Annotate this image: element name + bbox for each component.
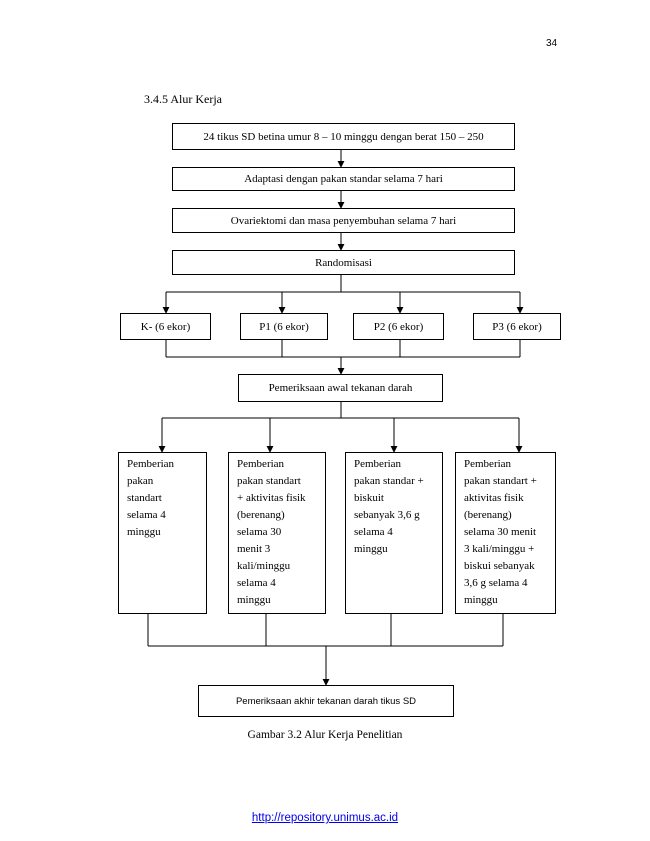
group-p3-box: P3 (6 ekor)	[473, 313, 561, 340]
start-box: 24 tikus SD betina umur 8 – 10 minggu dengan berat 150 – 250	[172, 123, 515, 150]
adaptation-box: Adaptasi dengan pakan standar selama 7 hari	[172, 167, 515, 191]
treatment-p3-box: Pemberian pakan standart + aktivitas fisik (berenang) selama 30 menit 3 kali/minggu + biskui sebanyak 3,6 g selama 4 minggu	[455, 452, 556, 614]
final-check-box: Pemeriksaan akhir tekanan darah tikus SD	[198, 685, 454, 717]
repository-link[interactable]: http://repository.unimus.ac.id	[251, 812, 399, 824]
surgery-box: Ovariektomi dan masa penyembuhan selama 7 hari	[172, 208, 515, 233]
section-heading: 3.4.5 Alur Kerja	[144, 92, 222, 106]
group-p2-box: P2 (6 ekor)	[353, 313, 444, 340]
group-k-minus-box: K- (6 ekor)	[120, 313, 211, 340]
treatment-k-minus-box: Pemberian pakan standart selama 4 minggu	[118, 452, 207, 614]
group-p1-box: P1 (6 ekor)	[240, 313, 328, 340]
treatment-p2-box: Pemberian pakan standar + biskuit sebanyak 3,6 g selama 4 minggu	[345, 452, 443, 614]
initial-check-box: Pemeriksaan awal tekanan darah	[238, 374, 443, 402]
randomization-box: Randomisasi	[172, 250, 515, 275]
page-number: 34	[546, 38, 558, 49]
figure-caption: Gambar 3.2 Alur Kerja Penelitian	[247, 729, 403, 741]
treatment-p1-box: Pemberian pakan standart + aktivitas fisik (berenang) selama 30 menit 3 kali/minggu selama 4 minggu	[228, 452, 326, 614]
